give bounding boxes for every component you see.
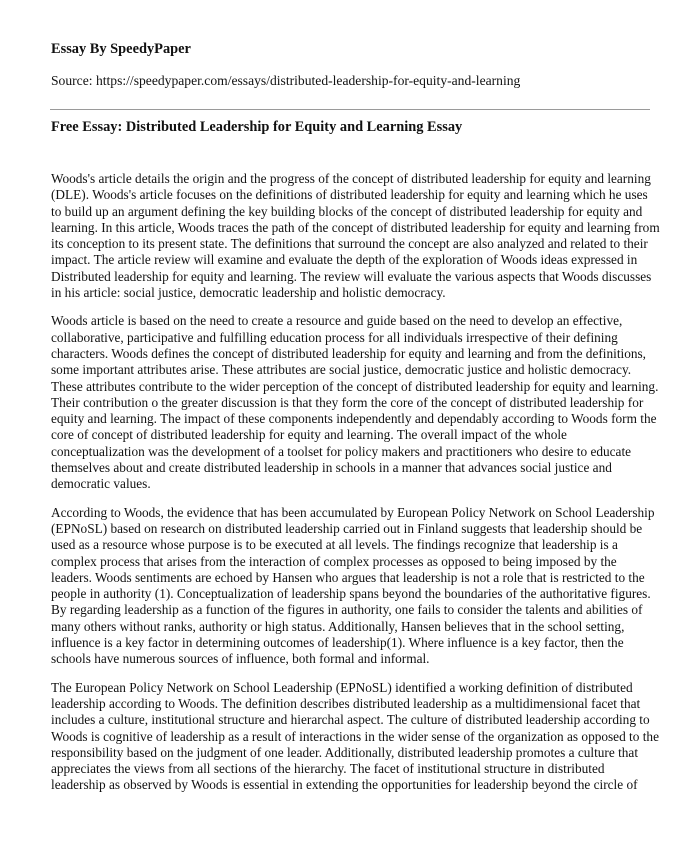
- essay-paragraph-3: According to Woods, the evidence that has been accumulated by European Policy Network on School Leadership (EPNoSL) based on research on distributed leadership carried out in Finland suggests that leadership should be used as a resource whose purpose is to be executed at all levels. The findings recognize that leadership is a complex process that arises from the interaction of complex processes as opposed to being imposed by the leaders. Woods sentiments are echoed by Hansen who argues that leadership is not a role that is restricted to the people in authority (1). Conceptualization of leadership spans beyond the boundaries of the authoritative figures. By regarding leadership as a function of the figures in authority, one fails to consider the talents and abilities of many others without ranks, authority or high status. Additionally, Hansen believes that in the school setting, influence is a key factor in determining outcomes of leadership(1). Where influence is a key factor, then the schools have numerous sources of influence, both formal and informal.: [51, 504, 655, 667]
- essay-paragraph-4: The European Policy Network on School Leadership (EPNoSL) identified a working definition of distributed leadership according to Woods. The definition describes distributed leadership as a multidimensional facet that includes a culture, institutional structure and hierarchal aspect. The culture of distributed leadership according to Woods is cognitive of leadership as a result of interactions in the wider sense of the organization as opposed to the responsibility based on the judgment of one leader. Additionally, distributed leadership promotes a culture that appreciates the views from all sections of the hierarchy. The facet of institutional structure in distributed leadership as observed by Woods is essential in extending the opportunities for leadership beyond the circle of: [51, 679, 659, 793]
- source-line: [51, 72, 660, 89]
- essay-paragraph-1: Woods's article details the origin and the progress of the concept of distributed leadership for equity and learning (DLE). Woods's article focuses on the definitions of distributed leadership for equity and learning which he uses to build up an argument defining the key building blocks of the concept of distributed leadership for equity and learning. In this article, Woods traces the path of the concept of distributed leadership for equity and learning from its conception to its present state. The definitions that surround the concept are also analyzed and related to their impact. The article review will examine and evaluate the depth of the exploration of Woods ideas expressed in Distributed leadership for equity and learning. The review will evaluate the various aspects that Woods discusses in his article: social justice, democratic leadership and holistic democracy.: [51, 171, 660, 301]
- essay-body: [51, 171, 660, 794]
- essay-paragraph-2: Woods article is based on the need to create a resource and guide based on the need to develop an effective, collaborative, participative and fulfilling education process for all individuals irrespective of their defining characters. Woods defines the concept of distributed leadership for equity and learning and from the definitions, some important attributes arise. These attributes are social justice, democratic justice and holistic democracy. These attributes contribute to the wider perception of the concept of distributed leadership for equity and learning. Their contribution o the greater discussion is that they form the core of the concept of distributed leadership for equity and learning. The impact of these components independently and dependably according to Woods form the core of concept of distributed leadership for equity and learning. The overall impact of the whole conceptualization was the development of a toolset for policy makers and practitioners who desire to educate themselves about and create distributed leadership in schools in a manner that advances social justice and democratic values.: [51, 313, 659, 492]
- source-label: Source:: [51, 73, 93, 88]
- essay-title: Free Essay: Distributed Leadership for Equity and Learning Essay: [51, 119, 463, 135]
- header-divider: [50, 109, 650, 110]
- site-title: Essay By SpeedyPaper: [51, 41, 191, 57]
- source-url: https://speedypaper.com/essays/distributed-leadership-for-equity-and-learning: [95, 73, 521, 88]
